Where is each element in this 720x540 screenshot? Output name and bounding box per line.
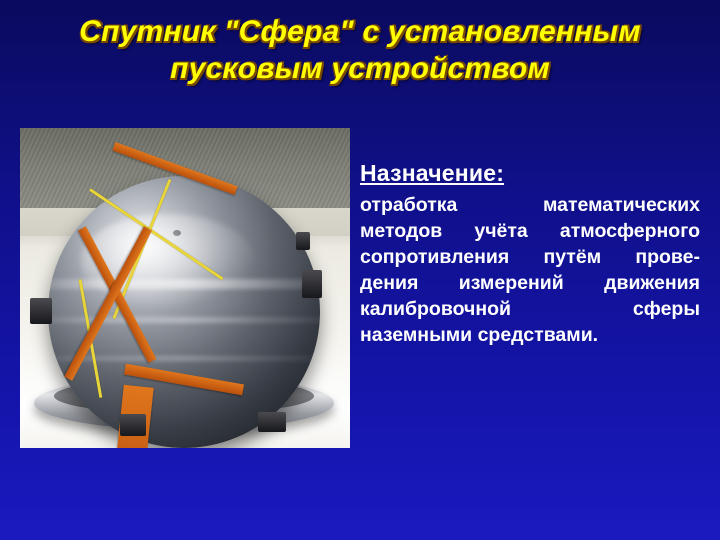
content-heading: Назначение:	[360, 160, 505, 186]
sphere-reflection-band	[48, 279, 320, 289]
metal-clamp	[30, 298, 52, 324]
metal-hemisphere	[48, 176, 320, 448]
metal-clamp	[296, 232, 310, 250]
photo-background	[20, 128, 350, 448]
page-title: Спутник "Сфера" с установленным пусковым устройством	[79, 15, 641, 85]
satellite-sphere-photo	[20, 128, 350, 448]
metal-clamp	[302, 270, 322, 298]
content-column	[360, 160, 700, 349]
content-body: отработка математических методов учёта атмосферного сопротивления путём прове-дения измерений движения калибровочной сферы наземными средствами.	[360, 194, 700, 346]
metal-clamp	[258, 412, 286, 432]
sphere-reflection-band	[48, 356, 320, 361]
sphere-port-dot	[173, 230, 181, 236]
metal-clamp	[120, 414, 146, 436]
